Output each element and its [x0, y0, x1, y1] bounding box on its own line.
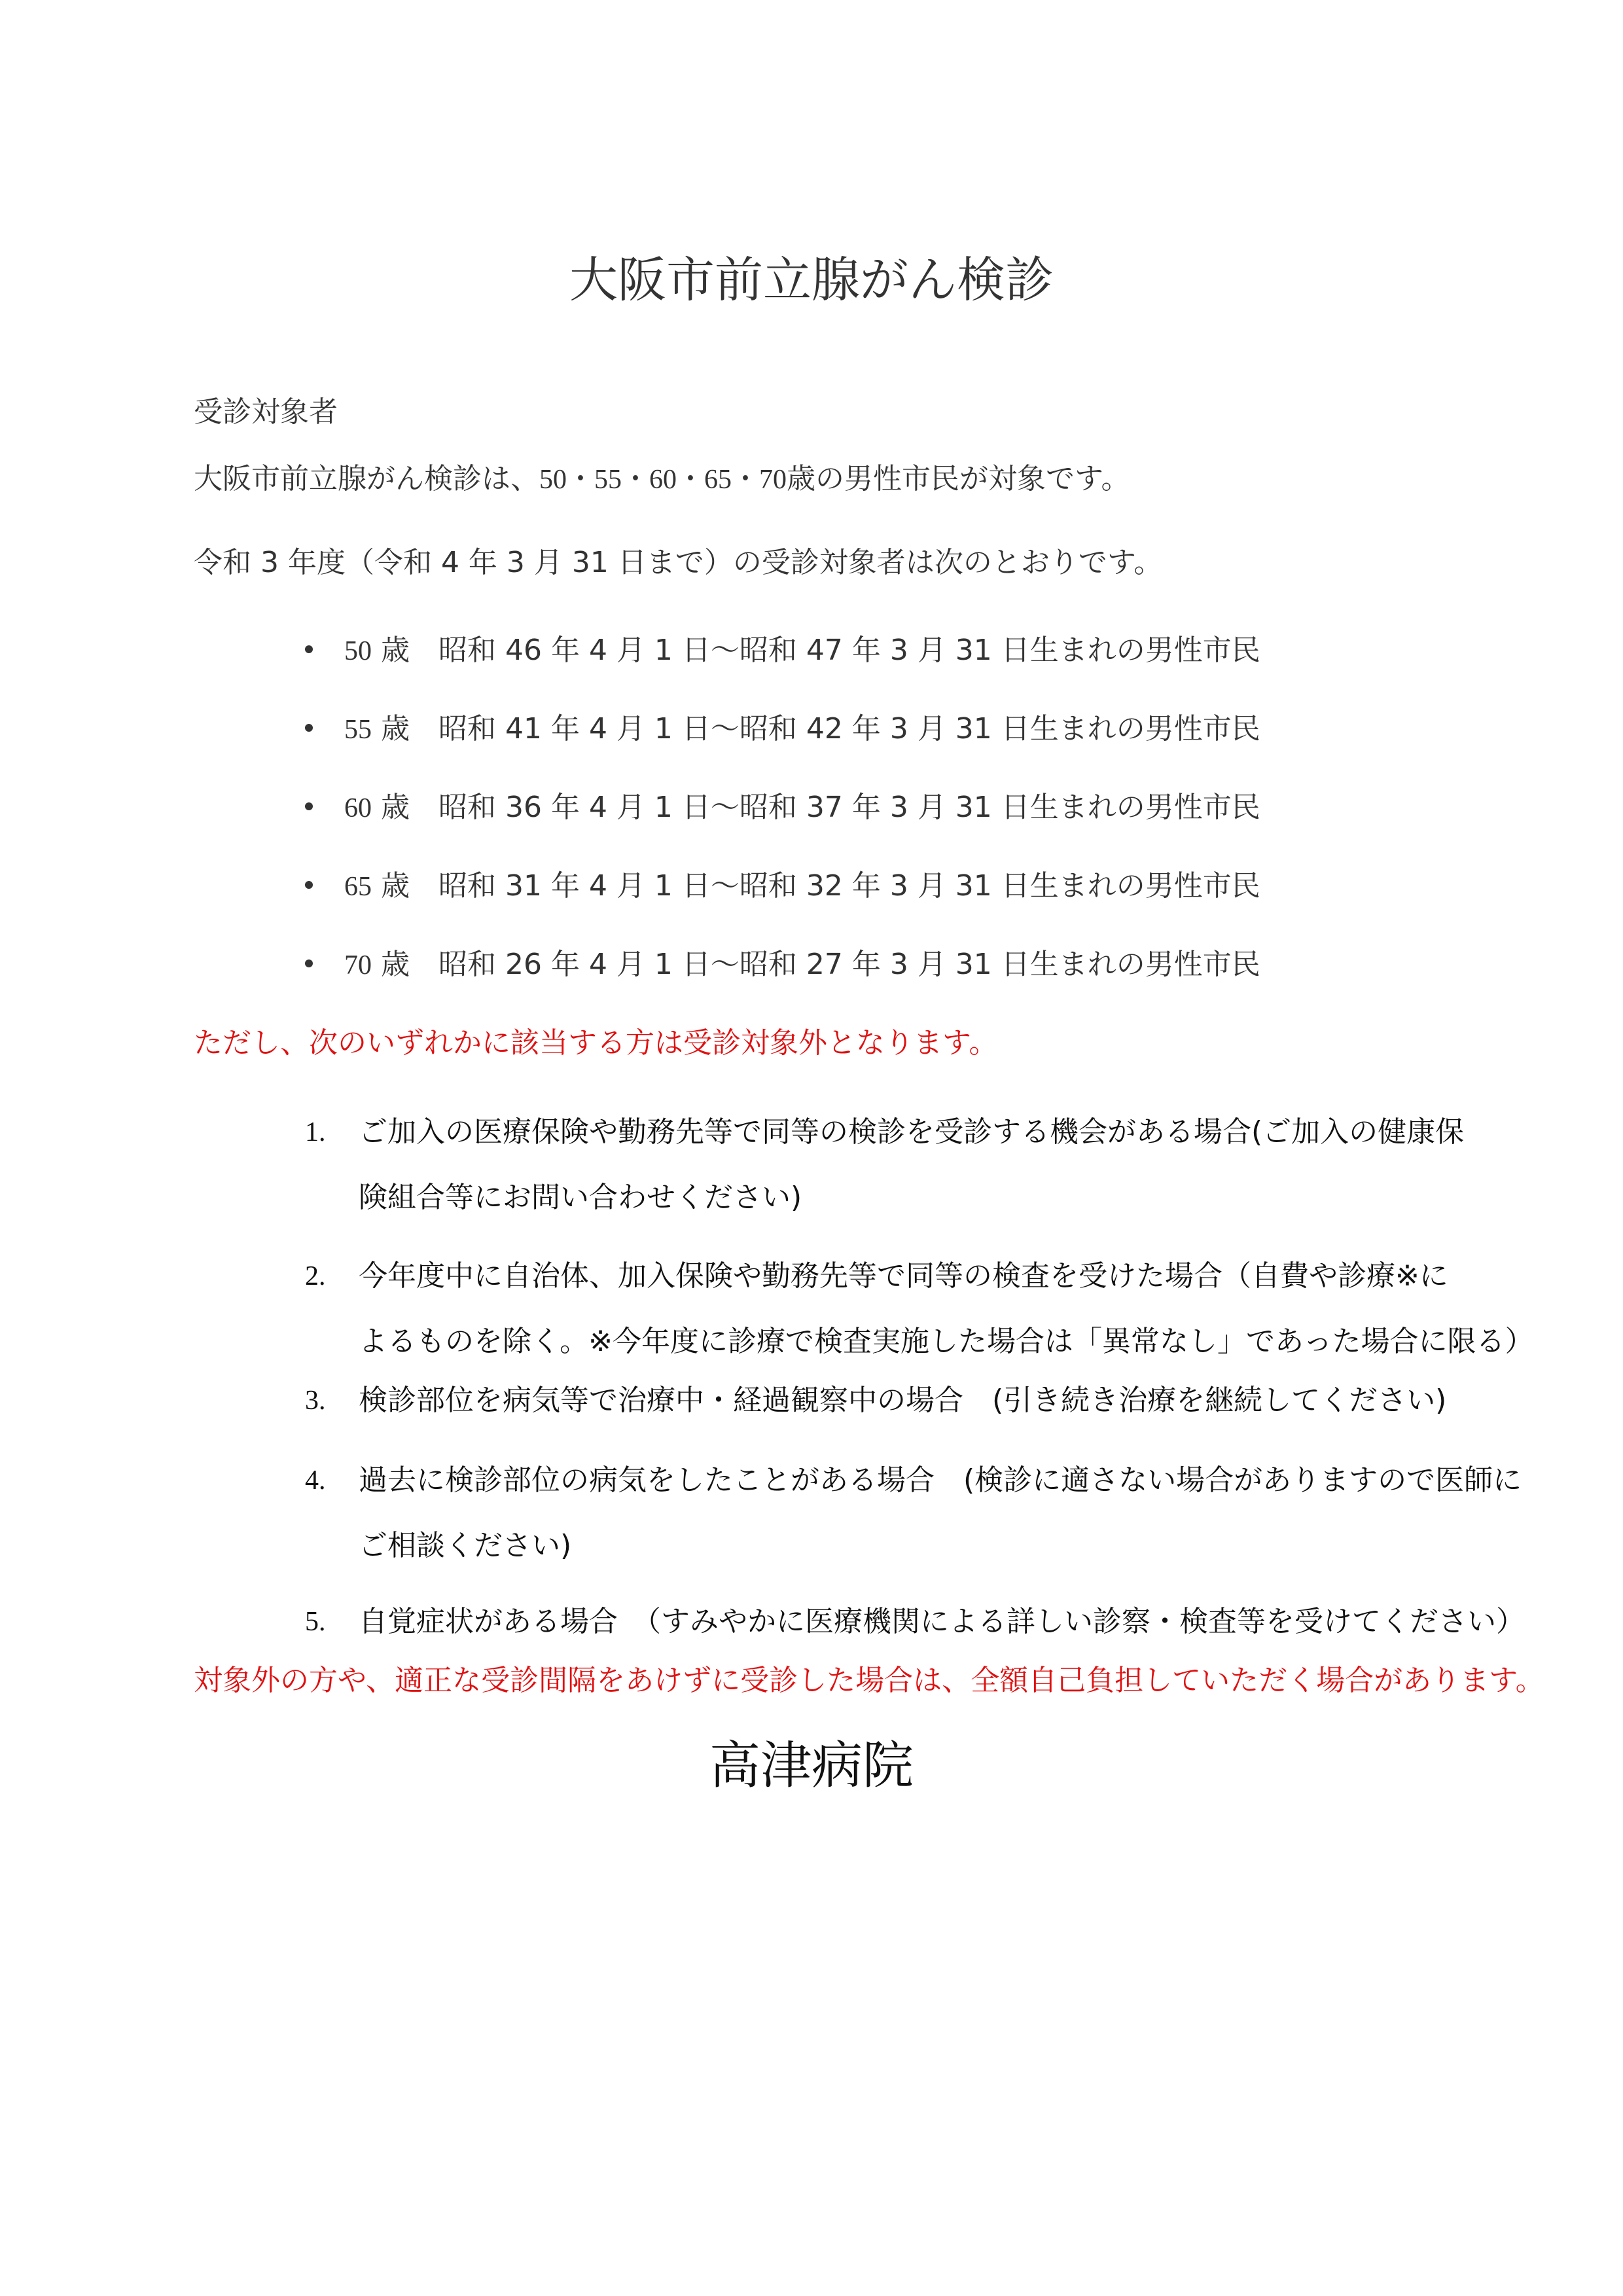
- intro-prefix: 大阪市前立腺がん検診は、: [194, 462, 539, 495]
- section-heading: 受診対象者: [194, 395, 338, 429]
- eligibility-item: 50 歳 昭和 46 年 4 月 1 日～昭和 47 年 3 月 31 日生まれの男性市民: [305, 631, 1260, 671]
- eligibility-item: 70 歳 昭和 26 年 4 月 1 日～昭和 27 年 3 月 31 日生まれの男性市民: [305, 945, 1260, 985]
- intro-text: [194, 459, 1130, 499]
- eligibility-item: 60 歳 昭和 36 年 4 月 1 日～昭和 37 年 3 月 31 日生まれの男性市民: [305, 788, 1260, 828]
- period-text: 令和 3 年度（令和 4 年 3 月 31 日まで）の受診対象者は次のとおりです。: [194, 546, 1163, 579]
- document-page: 大阪市前立腺がん検診 受診対象者 大阪市前立腺がん検診は、50・55・60・65・70歳の男性市民が対象です。 令和 3 年度（令和 4 年 3 月 31 日まで）の受診対象者は次のとおりです。 50 歳 昭和 46 年 4 月 1 日～昭和 47 年 3 月 31 日生まれの男性市民 55 歳 昭和 41 年 4 月 1 日～昭和 42 年 3 月 31 日生まれの男性市民 60 歳 昭和 36 年 4 月 1 日～昭和 37 年 3 月 31 日生まれの男性市民 65 歳 昭和 31 年 4 月 1 日～昭和 32 年 3 月 31 日生まれの男性市民 70 歳 昭和 26 年 4 月 1 日～昭和 27 年 3 月 31 日生まれの男性市民 ただし、次のいずれかに該当する方は受診対象外となります。 1. ご加入の医療保険や勤務先等で同等の検診を受診する機会がある場合(ご加入の健康保 険組合等にお問い合わせください) 2. 今年度中に自治体、加入保険や勤務先等で同等の検査を受けた場合（自費や診療※に よるものを除く。※今年度に診療で検査実施した場合は「異常なし」であった場合に限る） 3. 検診部位を病気等で治療中・経過観察中の場合 (引き続き治療を継続してください) 4. 過去に検診部位の病気をしたことがある場合 (検診に適さない場合がありますので医師に ご相談ください) 5. 自覚症状がある場合 （すみやかに医療機関による詳しい診察・検査等を受けてください） 対象外の方や、適正な受診間隔をあけずに受診した場合は、全額自己負担していただく場合があります。 高津病院: [0, 0, 1623, 2296]
- bullet-icon: [305, 724, 313, 732]
- exclusion-notice: ただし、次のいずれかに該当する方は受診対象外となります。: [194, 1026, 998, 1060]
- page-title: 大阪市前立腺がん検診: [569, 252, 1054, 308]
- bullet-icon: [305, 881, 313, 889]
- bullet-icon: [305, 645, 313, 653]
- bullet-icon: [305, 802, 313, 810]
- hospital-name: 高津病院: [709, 1736, 914, 1795]
- bullet-icon: [305, 960, 313, 967]
- intro-ages: 50・55・60・65・70: [539, 465, 787, 495]
- intro-suffix: 歳の男性市民が対象です。: [787, 462, 1130, 495]
- cost-notice: 対象外の方や、適正な受診間隔をあけずに受診した場合は、全額自己負担していただく場合があります。: [194, 1664, 1544, 1697]
- eligibility-item: 55 歳 昭和 41 年 4 月 1 日～昭和 42 年 3 月 31 日生まれの男性市民: [305, 709, 1260, 749]
- eligibility-item: 65 歳 昭和 31 年 4 月 1 日～昭和 32 年 3 月 31 日生まれの男性市民: [305, 867, 1260, 906]
